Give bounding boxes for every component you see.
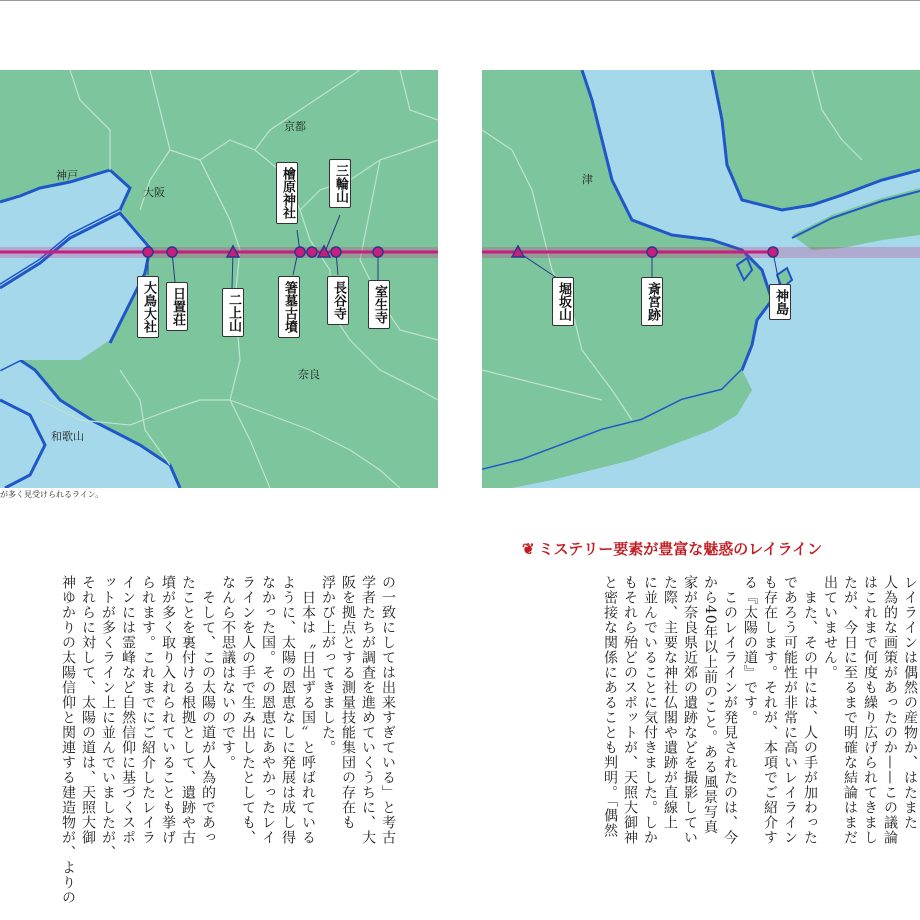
map-right	[482, 70, 920, 488]
body-text-left	[0, 575, 398, 920]
text-line: も存在します。それが、本項でご紹介す	[762, 575, 778, 845]
site-horisakayama: 堀坂山	[552, 277, 574, 326]
text-line: たが、今日に至るまで明確な結論はまだ	[842, 575, 858, 845]
label-nara: 奈良	[298, 368, 320, 381]
text-line: たことを裏付ける根拠として、遺跡や古	[180, 575, 196, 845]
page-top-rule	[0, 0, 920, 1]
map-left	[0, 70, 438, 488]
section-heading-text: ミステリー要素が豊富な魅惑のレイライン	[538, 540, 823, 558]
text-line: このレイラインが発見されたのは、今	[722, 575, 738, 845]
text-line: 日本は〝日出ずる国〟と呼ばれている	[300, 575, 316, 845]
text-line: から40年以上前のこと。ある風景写真	[702, 575, 718, 835]
site-hioki-sho: 日置荘	[166, 282, 188, 331]
text-line: 墳が多く取り入れられていることも挙げ	[160, 575, 176, 845]
text-line: 阪を拠点とする測量技能集団の存在も	[340, 575, 356, 830]
site-hashihaka-kofun: 箸墓古墳	[278, 276, 300, 338]
text-line: レイラインは偶然の産物か、はたまた	[902, 575, 918, 830]
text-line: る『太陽の道』です。	[742, 575, 758, 725]
text-line: インには霊峰など自然信仰に基づくスポ	[120, 575, 136, 845]
label-tsu: 津	[582, 173, 593, 186]
text-line: ットが多くライン上に並んでいましたが、	[100, 575, 116, 860]
text-line: また、その中には、人の手が加わった	[802, 575, 818, 845]
text-line: 人為的な画策があったのか——この議論	[882, 575, 898, 845]
section-heading	[522, 538, 822, 559]
red-flower-icon: ❦	[522, 540, 535, 558]
site-nijozan: 二上山	[222, 288, 244, 337]
label-osaka: 大阪	[143, 186, 165, 199]
text-line: 出ていません。	[822, 575, 838, 680]
text-line: た際、主要な神社仏閣や遺跡が直線上	[662, 575, 678, 830]
text-line: はこれまで何度も繰り広げられてきまし	[862, 575, 878, 845]
map-left-graphic	[0, 70, 438, 488]
text-line: られます。これまでにご紹介したレイラ	[140, 575, 156, 845]
site-saiku-ato: 斎宮跡	[641, 277, 663, 326]
text-line: であろう可能性が非常に高いレイライン	[782, 575, 798, 845]
text-line: 神ゆかりの太陽信仰と関連する建造物が、よりの	[60, 575, 76, 905]
text-line: 浮かび上がってきました。	[320, 575, 336, 755]
label-kobe: 神戸	[56, 169, 78, 182]
text-line: もそれら殆どのスポットが、天照大御神	[622, 575, 638, 845]
text-line: の一致にしては出来すぎている」と考古	[380, 575, 396, 845]
body-text-right	[518, 575, 920, 920]
text-line: ラインを人の手で生み出したとしても、	[240, 575, 256, 845]
text-line: なんら不思議はないのです。	[220, 575, 236, 770]
text-line: 家が奈良県近郊の遺跡などを撮影してい	[682, 575, 698, 845]
text-line: そして、この太陽の道が人為的であっ	[200, 575, 216, 845]
site-otori-taisha: 大鳥大社	[137, 276, 159, 338]
site-murouji: 室生寺	[368, 280, 390, 329]
label-wakayama: 和歌山	[51, 430, 84, 443]
text-line: に並んでいることに気付きました。しか	[642, 575, 658, 845]
text-line: 学者たちが調査を進めていくうちに、大	[360, 575, 376, 845]
map-right-graphic	[482, 70, 920, 488]
site-miwayama: 三輪山	[329, 159, 351, 208]
label-kyoto: 京都	[284, 120, 306, 133]
text-line: なかった国。その恩恵にあやかったレイ	[260, 575, 276, 845]
text-line: ように、太陽の恩恵なしに発展は成し得	[280, 575, 296, 845]
text-line: と密接な関係にあることも判明。「偶然	[602, 575, 618, 838]
site-kamishima: 神島	[769, 284, 791, 320]
text-line: それらに対して、太陽の道は、天照大御	[80, 575, 96, 845]
site-hasedera: 長谷寺	[327, 276, 349, 325]
site-hibara-jinja: 檜原神社	[276, 162, 298, 224]
map-caption: が多く見受けられるライン。	[0, 490, 104, 499]
